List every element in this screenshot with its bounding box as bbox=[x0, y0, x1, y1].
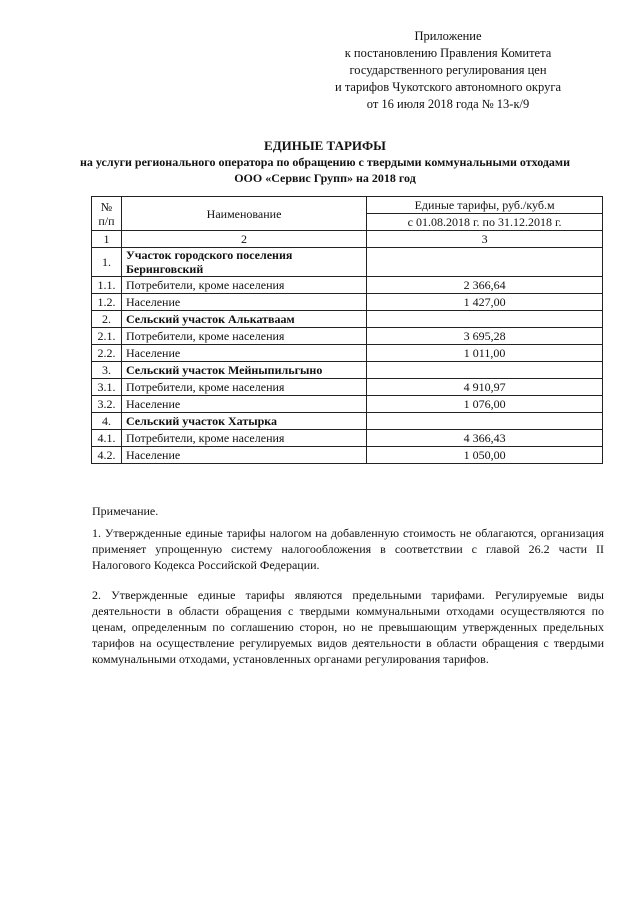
column-numbers-row bbox=[92, 231, 603, 248]
table-row-group bbox=[92, 311, 603, 328]
row-name: Сельский участок Хатырка bbox=[121, 413, 366, 430]
note-item: 1. Утвержденные единые тарифы налогом на добавленную стоимость не облагаются, организация применяет упрощенную систему налогообложения в соответствии с главой 26.2 части II Налогового Кодекса Российской Федерации. bbox=[92, 526, 604, 572]
row-num: 4.2. bbox=[92, 447, 122, 464]
appendix-line: от 16 июля 2018 года № 13-к/9 bbox=[366, 97, 530, 111]
row-value: 1 050,00 bbox=[367, 447, 603, 464]
appendix-line: государственного регулирования цен bbox=[349, 63, 547, 77]
table-row bbox=[92, 447, 603, 464]
row-num: 1.2. bbox=[92, 294, 122, 311]
row-value bbox=[367, 362, 603, 379]
row-value: 2 366,64 bbox=[367, 277, 603, 294]
table-row-group bbox=[92, 362, 603, 379]
row-num: 2. bbox=[92, 311, 122, 328]
title-company: ООО «Сервис Групп» на 2018 год bbox=[234, 171, 416, 185]
table-row bbox=[92, 345, 603, 362]
row-name: Участок городского поселения Беринговский bbox=[121, 248, 366, 277]
row-value: 1 011,00 bbox=[367, 345, 603, 362]
table-row bbox=[92, 294, 603, 311]
row-num: 3. bbox=[92, 362, 122, 379]
row-value: 3 695,28 bbox=[367, 328, 603, 345]
appendix-line: Приложение bbox=[414, 29, 482, 43]
row-value bbox=[367, 311, 603, 328]
column-number: 3 bbox=[367, 231, 603, 248]
row-value: 4 910,97 bbox=[367, 379, 603, 396]
row-name: Население bbox=[121, 447, 366, 464]
row-value: 1 427,00 bbox=[367, 294, 603, 311]
row-num: 2.1. bbox=[92, 328, 122, 345]
table-row bbox=[92, 430, 603, 447]
table-header-row bbox=[92, 197, 603, 214]
column-number: 2 bbox=[121, 231, 366, 248]
row-num: 1. bbox=[92, 248, 122, 277]
row-name: Сельский участок Мейныпильгыно bbox=[121, 362, 366, 379]
document-title bbox=[40, 137, 610, 186]
row-name: Население bbox=[121, 345, 366, 362]
table-row bbox=[92, 328, 603, 345]
appendix-line: к постановлению Правления Комитета bbox=[344, 46, 552, 60]
note-item: 2. Утвержденные единые тарифы являются предельными тарифами. Регулируемые виды деятельности в области обращения с твердыми коммунальными отходами осуществляются по ценам, определенным по соглашению сторон, но не превышающим утвержденных предельных тарифов на осуществление регулируемых видов деятельности в области обращения с твердыми коммунальными отходами, установленных органами регулирования тарифов. bbox=[92, 588, 604, 666]
row-num: 2.2. bbox=[92, 345, 122, 362]
title-main: ЕДИНЫЕ ТАРИФЫ bbox=[264, 138, 386, 153]
row-num: 3.2. bbox=[92, 396, 122, 413]
header-period: с 01.08.2018 г. по 31.12.2018 г. bbox=[367, 214, 603, 231]
column-number: 1 bbox=[92, 231, 122, 248]
header-tariff: Единые тарифы, руб./куб.м bbox=[367, 197, 603, 214]
notes-section bbox=[92, 503, 604, 681]
row-value bbox=[367, 413, 603, 430]
header-name: Наименование bbox=[121, 197, 366, 231]
notes-heading: Примечание. bbox=[92, 504, 159, 518]
table-row-group bbox=[92, 248, 603, 277]
table-row bbox=[92, 396, 603, 413]
title-subtitle: на услуги регионального оператора по обращению с твердыми коммунальными отходами bbox=[79, 155, 571, 169]
row-value: 1 076,00 bbox=[367, 396, 603, 413]
row-value: 4 366,43 bbox=[367, 430, 603, 447]
table-row bbox=[92, 277, 603, 294]
row-name: Население bbox=[121, 396, 366, 413]
row-name: Потребители, кроме населения bbox=[121, 379, 366, 396]
row-num: 1.1. bbox=[92, 277, 122, 294]
appendix-header bbox=[298, 28, 598, 113]
row-name: Потребители, кроме населения bbox=[121, 328, 366, 345]
row-name: Сельский участок Алькатваам bbox=[121, 311, 366, 328]
row-value bbox=[367, 248, 603, 277]
tariff-table bbox=[91, 196, 603, 464]
row-num: 4. bbox=[92, 413, 122, 430]
row-num: 3.1. bbox=[92, 379, 122, 396]
table-row bbox=[92, 379, 603, 396]
header-num: № п/п bbox=[92, 197, 122, 231]
row-name: Потребители, кроме населения bbox=[121, 430, 366, 447]
row-name: Потребители, кроме населения bbox=[121, 277, 366, 294]
row-num: 4.1. bbox=[92, 430, 122, 447]
row-name: Население bbox=[121, 294, 366, 311]
appendix-line: и тарифов Чукотского автономного округа bbox=[335, 80, 561, 94]
table-row-group bbox=[92, 413, 603, 430]
